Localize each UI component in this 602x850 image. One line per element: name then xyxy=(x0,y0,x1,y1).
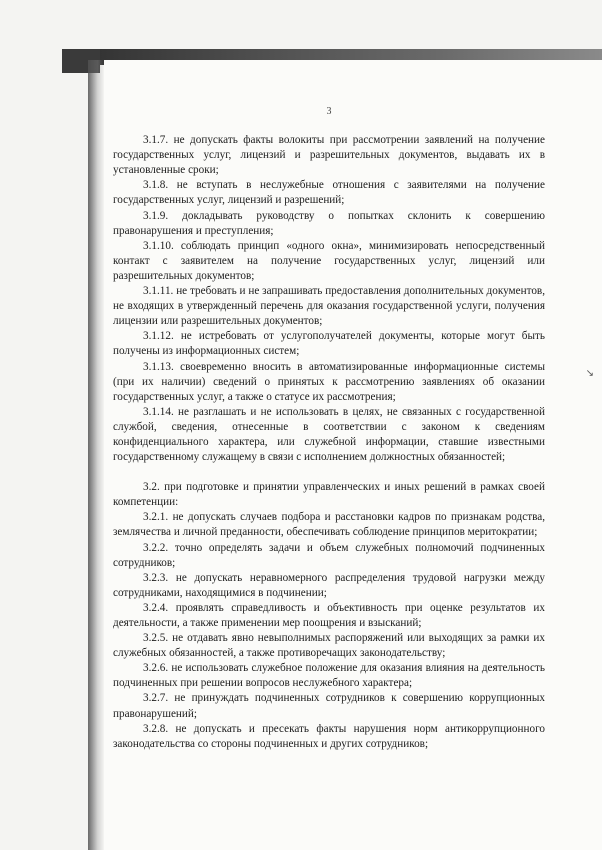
clause-3-2-6: 3.2.6. не использовать служебное положение для оказания влияния на деятельность подчиненных при решении вопросов неслужебного характера; xyxy=(113,662,545,690)
clause-3-1-9: 3.1.9. докладывать руководству о попытках склонить к совершению правонарушения и преступления; xyxy=(113,209,545,237)
page-number: 3 xyxy=(326,106,332,117)
stray-mark: ↘ xyxy=(585,368,594,379)
clause-3-1-12: 3.1.12. не истребовать от услугополучателей документы, которые могут быть получены из информационных систем; xyxy=(113,330,545,358)
clause-3-2-7: 3.2.7. не принуждать подчиненных сотрудников к совершению коррупционных правонарушений; xyxy=(113,692,545,720)
document-body xyxy=(113,104,545,752)
clause-3-1-10: 3.1.10. соблюдать принцип «одного окна», минимизировать непосредственный контакт с заявителем на получение государственных услуг, лицензий или разрешительных документов; xyxy=(113,239,545,282)
clause-3-2-1: 3.2.1. не допускать случаев подбора и расстановки кадров по признакам родства, землячества и личной преданности, обеспечивать соблюдение принципов меритократии; xyxy=(113,511,545,539)
clause-3-1-11: 3.1.11. не требовать и не запрашивать предоставления дополнительных документов, не входящих в утвержденный перечень для оказания государственной услуги, получения лицензии или разрешительных документов; xyxy=(113,285,545,328)
clause-3-2-4: 3.2.4. проявлять справедливость и объективность при оценке результатов их деятельности, а также применении мер поощрения и взысканий; xyxy=(113,601,545,629)
section-3-2-heading: 3.2. при подготовке и принятии управленческих и иных решений в рамках своей компетенции: xyxy=(113,481,545,509)
clause-3-2-2: 3.2.2. точно определять задачи и объем служебных полномочий подчиненных сотрудников; xyxy=(113,541,545,569)
clause-3-1-7: 3.1.7. не допускать факты волокиты при рассмотрении заявлений на получение государственных услуг, лицензий и разрешительных документов, выдавать их в установленные сроки; xyxy=(113,134,545,177)
clause-3-1-8: 3.1.8. не вступать в неслужебные отношения с заявителями на получение государственных услуг, лицензий и разрешений; xyxy=(113,179,545,207)
clause-3-2-8: 3.2.8. не допускать и пресекать факты нарушения норм антикоррупционного законодательства со стороны подчиненных и других сотрудников; xyxy=(113,722,545,750)
clause-3-2-3: 3.2.3. не допускать неравномерного распределения трудовой нагрузки между сотрудниками, находящимися в подчинении; xyxy=(113,571,545,599)
clause-3-1-14: 3.1.14. не разглашать и не использовать в целях, не связанных с государственной службой, сведения, отнесенные в соответствии с законом к сведениям конфиденциального характера, или служебной информации, ставшие известными государственному служащему в связи с исполнением должностных обязанностей; xyxy=(113,405,545,464)
clause-3-2-5: 3.2.5. не отдавать явно невыполнимых распоряжений или выходящих за рамки их служебных обязанностей, а также противоречащих законодательству; xyxy=(113,632,545,660)
scan-shadow-left xyxy=(88,60,104,850)
clause-3-1-13: 3.1.13. своевременно вносить в автоматизированные информационные системы (при их наличии) сведений о принятых к рассмотрению заявлениях об оказании государственных услуг, а также о статусе их рассмотрения; xyxy=(113,360,545,403)
